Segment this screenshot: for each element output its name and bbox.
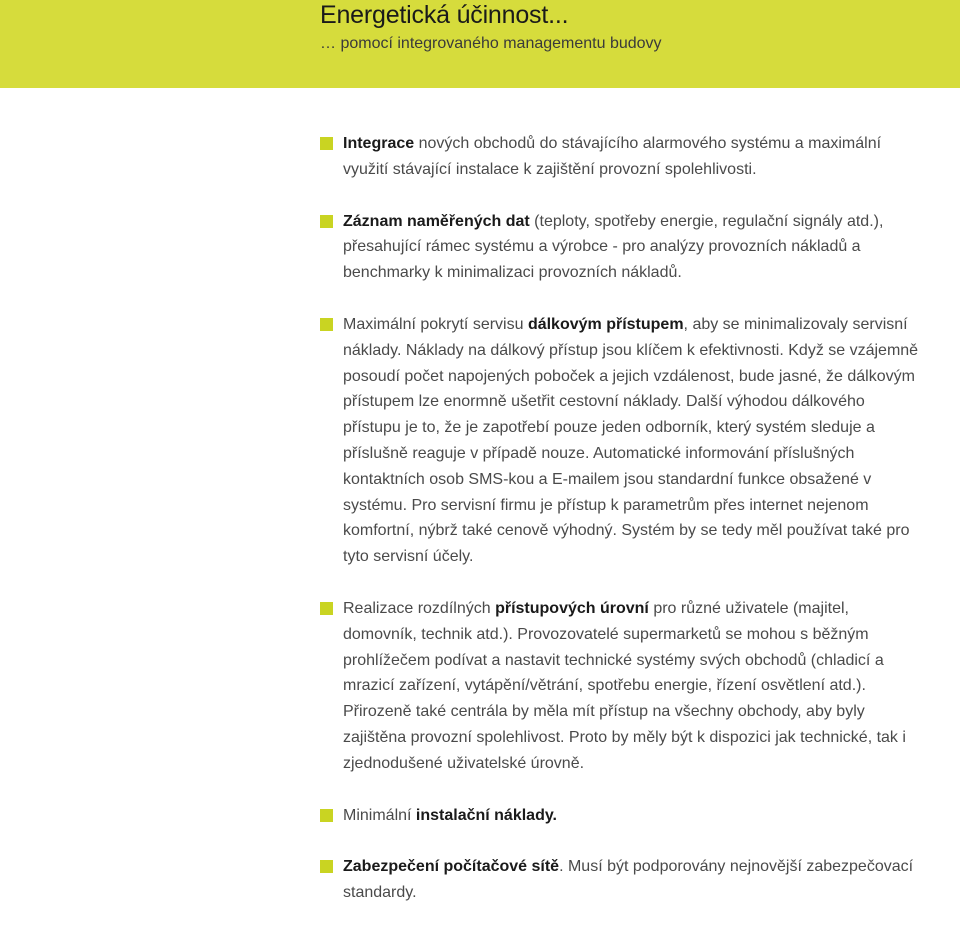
page-subtitle: … pomocí integrovaného managementu budovy xyxy=(320,35,662,52)
bullet-text xyxy=(343,803,920,829)
bullet-bold: instalační náklady. xyxy=(415,806,557,824)
bullet-regular: nových obchodů do stávajícího alarmového systému a maximální využití stávající instalace k zajištění provozní spolehlivosti. xyxy=(343,135,882,178)
bullet-bold: Záznam naměřených dat xyxy=(343,212,530,230)
bullet-regular: Maximální pokrytí servisu xyxy=(343,315,528,333)
square-bullet-icon xyxy=(320,215,333,228)
square-bullet-icon xyxy=(320,809,333,822)
bullet-item-dalkovy-pristup xyxy=(320,312,920,570)
bullet-regular: Minimální xyxy=(343,806,416,824)
page-title: Energetická účinnost... xyxy=(320,1,569,29)
bullet-text xyxy=(343,312,920,570)
bullet-bold: Integrace xyxy=(343,135,415,152)
bullet-item-zabezpeceni-site xyxy=(320,854,920,906)
bullet-text xyxy=(343,596,920,777)
bullet-regular: pro různé uživatele (majitel, domovník, technik atd.). Provozovatelé supermarketů se mohou s běžným prohlížečem podívat a nastavit technické systémy svých obchodů (chladicí a mrazicí zařízení, vytápění/větrání, spotřebu energie, řízení osvětlení atd.). Přirozeně také centrála by měla mít přístup na všechny obchody, aby byly zajištěna provozní spolehlivost. Proto by měly být k dispozici jak technické, tak i zjednodušené uživatelské úrovně. xyxy=(343,599,906,772)
bullet-bold: Zabezpečení počítačové sítě xyxy=(343,858,560,876)
bullet-item-pristupove-urovne xyxy=(320,596,920,777)
bullet-bold: dálkovým přístupem xyxy=(527,315,684,333)
square-bullet-icon xyxy=(320,318,333,331)
header-band xyxy=(0,0,960,88)
square-bullet-icon xyxy=(320,860,333,873)
bullet-item-zaznam-dat xyxy=(320,209,920,286)
bullet-item-integrace xyxy=(320,131,920,183)
bullet-bold: přístupových úrovní xyxy=(495,599,649,617)
bullet-regular: , aby se minimalizovaly servisní náklady. Náklady na dálkový přístup jsou klíčem k efektivnosti. Když se vzájemně posoudí počet napojených poboček a jejich vzdálenost, bude jasné, že dálkovým přístupem lze enormně ušetřit cestovní náklady. Další výhodou dálkového přístupu je to, že je zapotřebí pouze jeden odborník, který systém sleduje a příslušně reaguje v případě nouze. Automatické informování příslušných kontaktních osob SMS-kou a E-mailem jsou standardní funkce obsažené v systému. Pro servisní firmu je přístup k parametrům přes internet nejenom komfortní, nýbrž také cenově výhodný. Systém by se tedy měl používat také pro tyto servisní účely. xyxy=(343,315,919,566)
bullet-text xyxy=(343,209,920,286)
bullet-regular: Realizace rozdílných xyxy=(343,599,496,617)
bullet-item-instalacni-naklady xyxy=(320,803,920,829)
bullet-text xyxy=(343,854,920,906)
bullet-list xyxy=(320,131,920,906)
bullet-regular: . Musí být podporovány nejnovější zabezpečovací standardy. xyxy=(343,858,914,902)
square-bullet-icon xyxy=(320,137,333,150)
bullet-text xyxy=(343,131,920,183)
bullet-regular: (teploty, spotřeby energie, regulační signály atd.), přesahující rámec systému a výrobce - pro analýzy provozních nákladů a benchmarky k minimalizaci provozních nákladů. xyxy=(343,212,884,282)
square-bullet-icon xyxy=(320,602,333,615)
